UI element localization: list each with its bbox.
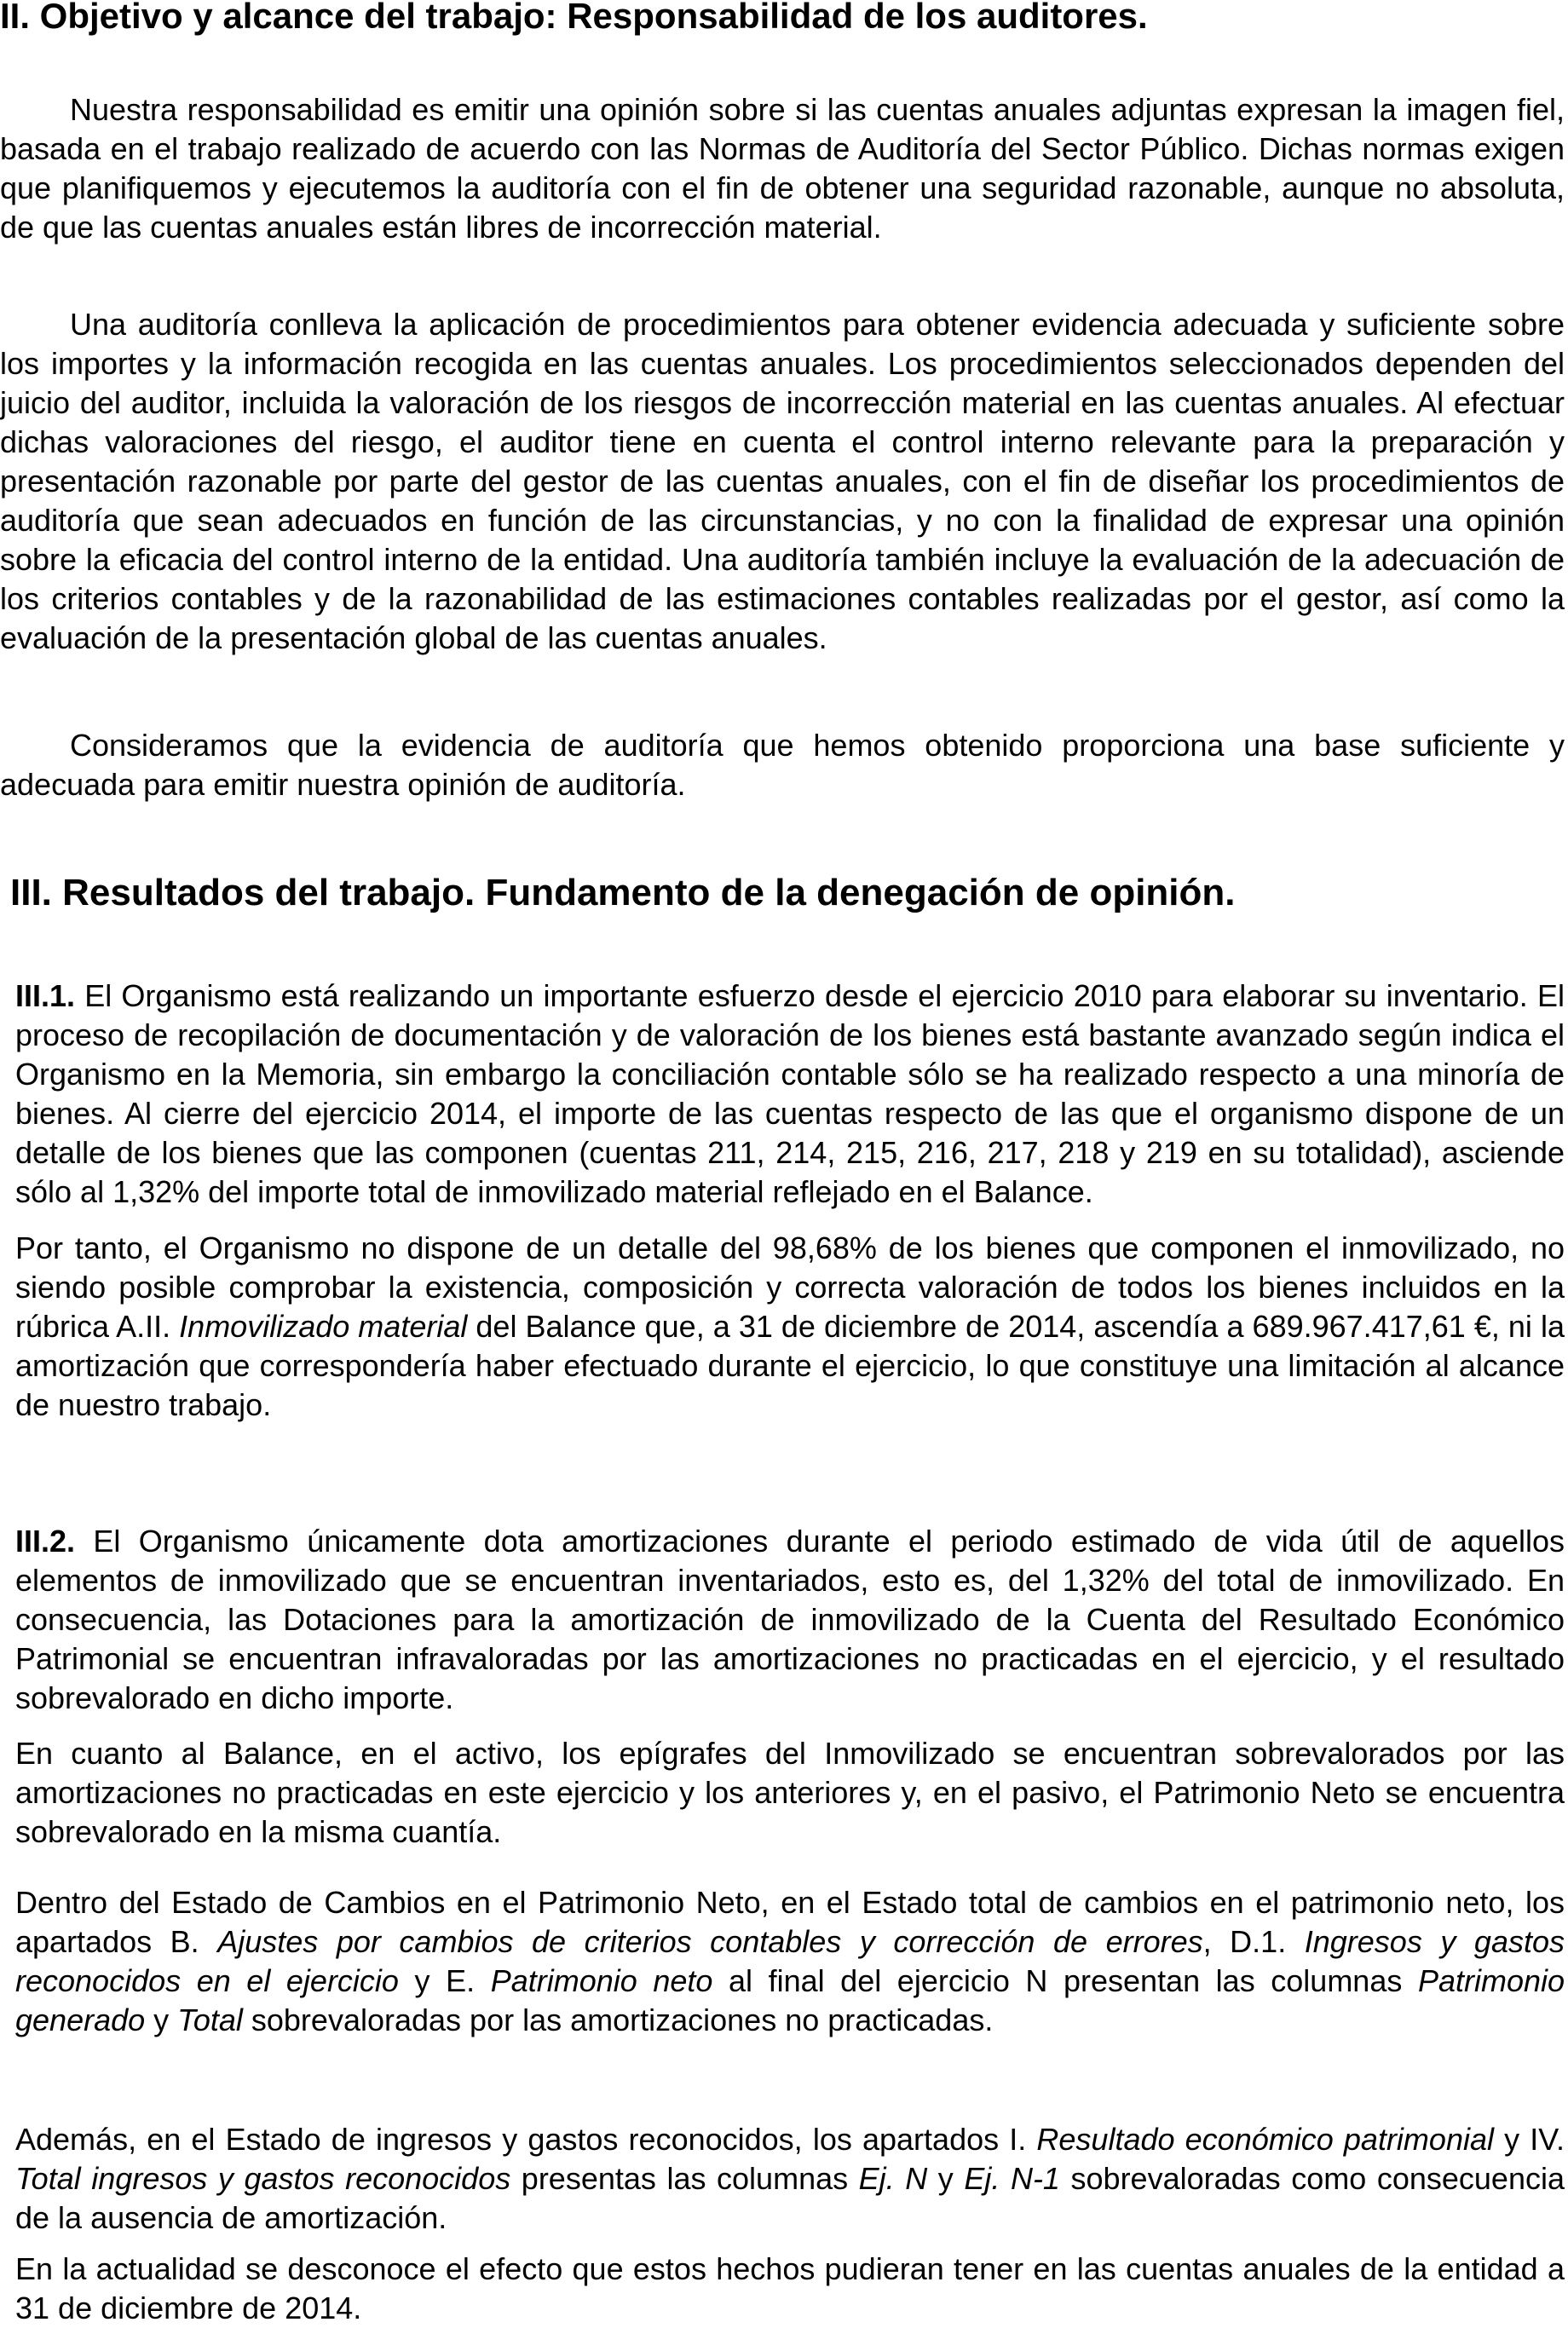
italic-term: Ajustes por cambios de criterios contables y corrección de errores	[217, 1924, 1203, 1959]
text-run: presentas las columnas	[510, 2161, 859, 2196]
italic-term: Total ingresos y gastos reconocidos	[15, 2161, 511, 2196]
section-ii-paragraph-1: Nuestra responsabilidad es emitir una opinión sobre si las cuentas anuales adjuntas expresan la imagen fiel, basada en el trabajo realizado de acuerdo con las Normas de Auditoría del Sector Público. Dichas normas exigen que planifiquemos y ejecutemos la auditoría con el fin de obtener una seguridad razonable, aunque no absoluta, de que las cuentas anuales están libres de incorrección material.	[0, 92, 1565, 245]
finding-iii1-paragraph-1	[15, 977, 1565, 1212]
finding-iii2-text: El Organismo únicamente dota amortizaciones durante el periodo estimado de vida útil de aquellos elementos de inmovilizado que se encuentran inventariados, esto es, del 1,32% del total de inmovilizado. En consecuencia, las Dotaciones para la amortización de inmovilizado de la Cuenta del Resultado Económico Patrimonial se encuentran infravaloradas por las amortizaciones no practicadas en el ejercicio, y el resultado sobrevalorado en dicho importe.	[15, 1524, 1565, 1715]
italic-term: Patrimonio neto	[490, 1963, 713, 1998]
section-iii-heading: III. Resultados del trabajo. Fundamento de la denegación de opinión.	[10, 872, 1236, 913]
italic-term: Ingresos y gastos reconocidos en el ejercicio	[15, 1924, 1565, 1998]
italic-term: Resultado económico patrimonial	[1036, 2122, 1494, 2157]
finding-iii1-paragraph-2	[15, 1229, 1565, 1425]
text-run: Dentro del Estado de Cambios en el Patrimonio Neto, en el Estado total de cambios en el patrimonio neto, los apartados B.	[15, 1885, 1565, 1959]
text-run: Además, en el Estado de ingresos y gastos reconocidos, los apartados I.	[15, 2122, 1037, 2157]
text-run: y IV.	[1493, 2122, 1565, 2157]
text-run: del Balance que, a 31 de diciembre de 2014, ascendía a 689.967.417,61 €, ni la amortización que correspondería haber efectuado durante el ejercicio, lo que constituye una limitación al alcance de nuestro trabajo.	[15, 1309, 1565, 1422]
finding-iii2-paragraph-2: En cuanto al Balance, en el activo, los epígrafes del Inmovilizado se encuentran sobrevalorados por las amortizaciones no practicadas en este ejercicio y los anteriores y, en el pasivo, el Patrimonio Neto se encuentra sobrevalorado en la misma cuantía.	[15, 1736, 1565, 1849]
italic-term: Inmovilizado material	[179, 1309, 468, 1344]
finding-iii1-text: El Organismo está realizando un importante esfuerzo desde el ejercicio 2010 para elaborar su inventario. El proceso de recopilación de documentación y de valoración de los bienes está bastante avanzado según indica el Organismo en la Memoria, sin embargo la conciliación contable sólo se ha realizado respecto a una minoría de bienes. Al cierre del ejercicio 2014, el importe de las cuentas respecto de las que el organismo dispone de un detalle de los bienes que las componen (cuentas 211, 214, 215, 216, 217, 218 y 219 en su totalidad), asciende sólo al 1,32% del importe total de inmovilizado material reflejado en el Balance.	[15, 978, 1565, 1209]
italic-term: Patrimonio generado	[15, 1963, 1565, 2037]
text-run: y	[145, 2002, 178, 2037]
text-run: sobrevaloradas por las amortizaciones no practicadas.	[242, 2002, 994, 2037]
finding-iii2-paragraph-3	[15, 1883, 1565, 2040]
italic-term: Ej. N-1	[964, 2161, 1060, 2196]
italic-term: Total	[177, 2002, 243, 2037]
finding-iii2-paragraph-1	[15, 1522, 1565, 1718]
italic-term: Ej. N	[858, 2161, 928, 2196]
text-run: y	[927, 2161, 965, 2196]
text-run: Por tanto, el Organismo no dispone de un detalle del 98,68% de los bienes que componen el inmovilizado, no siendo posible comprobar la existencia, composición y correcta valoración de todos los bienes incluidos en la rúbrica A.II.	[15, 1230, 1565, 1344]
finding-iii1-label: III.1.	[15, 978, 76, 1013]
section-ii-paragraph-2: Una auditoría conlleva la aplicación de procedimientos para obtener evidencia adecuada y suficiente sobre los importes y la información recogida en las cuentas anuales. Los procedimientos seleccionados dependen del juicio del auditor, incluida la valoración de los riesgos de incorrección material en las cuentas anuales. Al efectuar dichas valoraciones del riesgo, el auditor tiene en cuenta el control interno relevante para la preparación y presentación razonable por parte del gestor de las cuentas anuales, con el fin de diseñar los procedimientos de auditoría que sean adecuados en función de las circunstancias, y no con la finalidad de expresar una opinión sobre la eficacia del control interno de la entidad. Una auditoría también incluye la evaluación de la adecuación de los criterios contables y de la razonabilidad de las estimaciones contables realizadas por el gestor, así como la evaluación de la presentación global de las cuentas anuales.	[0, 307, 1565, 655]
text-run: y E.	[398, 1963, 491, 1998]
section-ii-heading: II. Objetivo y alcance del trabajo: Responsabilidad de los auditores.	[0, 0, 1148, 36]
finding-iii2-paragraph-5: En la actualidad se desconoce el efecto que estos hechos pudieran tener en las cuentas anuales de la entidad a 31 de diciembre de 2014.	[15, 2251, 1565, 2325]
finding-iii2-label: III.2.	[15, 1524, 76, 1559]
text-run: sobrevaloradas como consecuencia de la ausencia de amortización.	[15, 2161, 1565, 2235]
section-ii-paragraph-3: Consideramos que la evidencia de auditoría que hemos obtenido proporciona una base suficiente y adecuada para emitir nuestra opinión de auditoría.	[0, 728, 1565, 802]
text-run: al final del ejercicio N presentan las columnas	[712, 1963, 1418, 1998]
text-run: , D.1.	[1202, 1924, 1305, 1959]
finding-iii2-paragraph-4	[15, 2120, 1565, 2238]
